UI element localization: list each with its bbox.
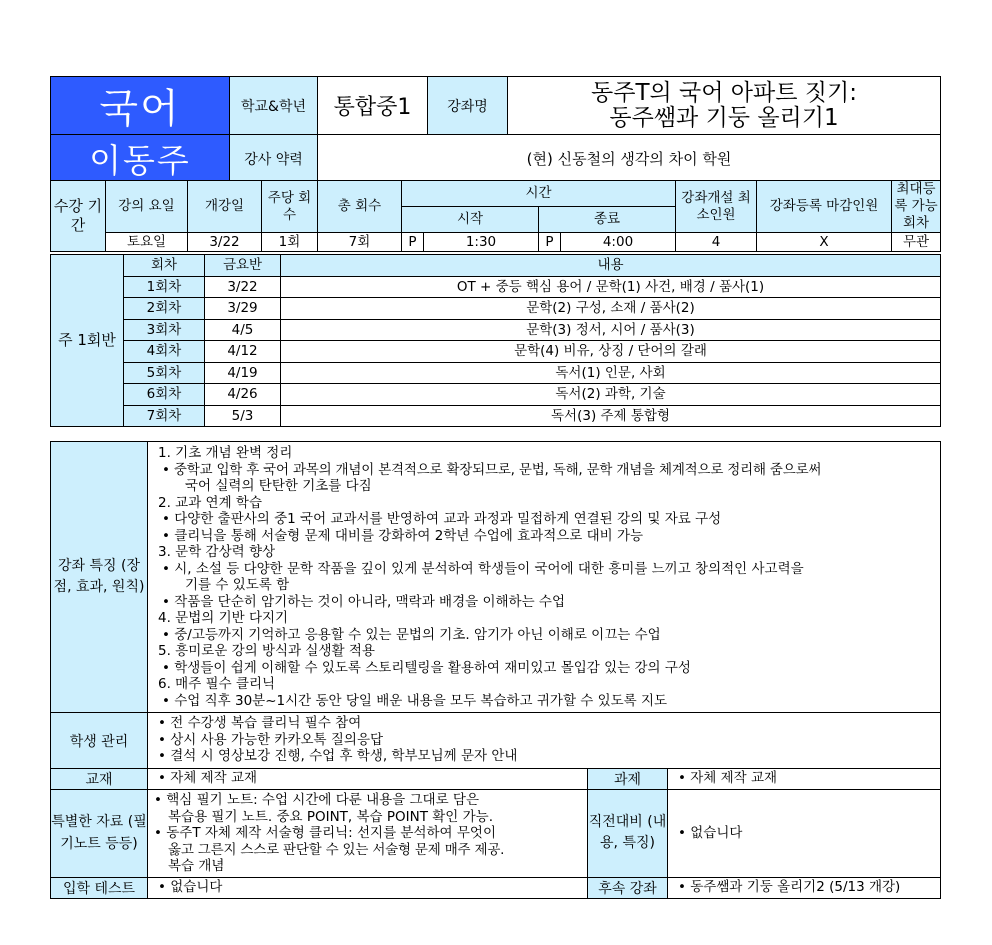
weekly-label: 주당 회수 xyxy=(262,181,318,233)
total-label: 총 회수 xyxy=(318,181,402,233)
features-label: 강좌 특징 (장점, 효과, 원칙) xyxy=(51,442,148,713)
day-label: 강의 요일 xyxy=(106,181,188,233)
feature-line: • 중학교 입학 후 국어 과목의 개념이 본격적으로 확장되므로, 문법, 독해, 문학 개념을 체계적으로 정리해 줌으로써 xyxy=(162,461,822,478)
end-time: 4:00 xyxy=(561,233,676,252)
min-value: 4 xyxy=(676,233,757,252)
homework-value: • 자체 제작 교재 xyxy=(668,769,941,790)
start-date-value: 3/22 xyxy=(188,233,262,252)
session-content: 독서(1) 인문, 사회 xyxy=(281,362,941,384)
session-side-label: 주 1회반 xyxy=(51,255,124,427)
table-row xyxy=(51,298,941,320)
end-ampm: P xyxy=(539,233,561,252)
feature-line: • 수업 직후 30분~1시간 동안 당일 배운 내용을 모두 복습하고 귀가할 수 있도록 지도 xyxy=(162,692,668,709)
session-content: 독서(3) 주제 통합형 xyxy=(281,405,941,427)
schedule-table xyxy=(50,180,941,252)
management-line: • 상시 사용 가능한 카카오톡 질의응답 xyxy=(158,731,384,748)
course-title xyxy=(508,77,941,135)
feature-line: • 중/고등까지 기억하고 응용할 수 있는 문법의 기초. 암기가 아닌 이해로 이끄는 수업 xyxy=(162,626,661,643)
time-label: 시간 xyxy=(402,181,676,207)
session-date: 4/19 xyxy=(205,362,281,384)
course-name-label: 강좌명 xyxy=(428,77,508,135)
session-content: 독서(2) 과학, 기술 xyxy=(281,384,941,406)
start-time: 1:30 xyxy=(424,233,539,252)
table-row xyxy=(51,319,941,341)
feature-line: • 작품을 단순히 암기하는 것이 아니라, 맥락과 배경을 이해하는 수업 xyxy=(162,593,565,610)
materials-line: • 핵심 필기 노트: 수업 시간에 다룬 내용을 그대로 담은 xyxy=(154,792,479,808)
col-date-header: 금요반 xyxy=(205,255,281,277)
time-start-label: 시작 xyxy=(402,207,539,233)
feature-line: 6. 매주 필수 클리닉 xyxy=(158,676,276,692)
materials-line: 복습 개념 xyxy=(168,858,225,874)
feature-line: • 학생들이 쉽게 이해할 수 있도록 스토리텔링을 활용하여 재미있고 몰입감 있는 강의 구성 xyxy=(162,659,691,676)
session-number: 2회차 xyxy=(124,298,205,320)
session-number: 4회차 xyxy=(124,341,205,363)
feature-line: • 시, 소설 등 다양한 문학 작품을 깊이 있게 분석하여 학생들이 국어에 대한 흥미를 느끼고 창의적인 사고력을 xyxy=(162,560,804,577)
school-grade-label: 학교&학년 xyxy=(230,77,318,135)
table-row xyxy=(51,341,941,363)
feature-line: • 다양한 출판사의 중1 국어 교과서를 반영하여 교과 과정과 밀접하게 연결된 강의 및 자료 구성 xyxy=(162,511,722,527)
session-number: 3회차 xyxy=(124,319,205,341)
prep-label: 직전대비 (내용, 특징) xyxy=(588,790,668,878)
feature-line: 2. 교과 연계 학습 xyxy=(158,494,262,511)
feature-line: 국어 실력의 탄탄한 기초를 다짐 xyxy=(185,478,372,494)
management-label: 학생 관리 xyxy=(51,713,148,769)
materials-content xyxy=(148,790,588,878)
session-date: 3/29 xyxy=(205,298,281,320)
table-row xyxy=(51,362,941,384)
entrance-test-label: 입학 테스트 xyxy=(51,877,148,898)
course-title-line2: 동주쌤과 기둥 올리기1 xyxy=(609,104,839,131)
session-content: 문학(2) 구성, 소재 / 품사(2) xyxy=(281,298,941,320)
col-session-header: 회차 xyxy=(124,255,205,277)
table-row xyxy=(51,384,941,406)
period-label: 수강 기간 xyxy=(51,181,106,252)
entrance-test-value: • 없습니다 xyxy=(148,877,588,898)
time-end-label: 종료 xyxy=(539,207,676,233)
deadline-value: X xyxy=(757,233,892,252)
instructor-name: 이동주 xyxy=(51,135,230,183)
feature-line: • 클리닉을 통해 서술형 문제 대비를 강화하여 2학년 수업에 효과적으로 대비 가능 xyxy=(162,527,644,544)
materials-line: 옳고 그른지 스스로 판단할 수 있는 서술형 문제 매주 제공. xyxy=(168,841,505,858)
course-details-table xyxy=(50,441,941,899)
session-date: 4/5 xyxy=(205,319,281,341)
feature-line: 기를 수 있도록 함 xyxy=(185,577,290,593)
management-line: • 결석 시 영상보강 진행, 수업 후 학생, 학부모님께 문자 안내 xyxy=(158,748,518,764)
feature-line: 3. 문학 감상력 향상 xyxy=(158,544,276,560)
session-date: 4/26 xyxy=(205,384,281,406)
course-header xyxy=(50,76,941,183)
course-title-line1: 동주T의 국어 아파트 짓기: xyxy=(591,79,857,106)
textbook-value: • 자체 제작 교재 xyxy=(148,769,588,790)
max-value: 무관 xyxy=(892,233,941,252)
management-line: • 전 수강생 복습 클리닉 필수 참여 xyxy=(158,715,362,731)
feature-line: 5. 흥미로운 강의 방식과 실생활 적용 xyxy=(158,643,375,659)
session-content: 문학(4) 비유, 상징 / 단어의 갈래 xyxy=(281,341,941,363)
profile-value: (현) 신동철의 생각의 차이 학원 xyxy=(318,135,941,183)
homework-label: 과제 xyxy=(588,769,668,790)
deadline-label: 강좌등록 마감인원 xyxy=(757,181,892,233)
table-row xyxy=(51,405,941,427)
materials-label: 특별한 자료 (필기노트 등등) xyxy=(51,790,148,878)
feature-line: 1. 기초 개념 완벽 정리 xyxy=(158,445,293,461)
start-date-label: 개강일 xyxy=(188,181,262,233)
feature-line: 4. 문법의 기반 다지기 xyxy=(158,610,289,626)
total-value: 7회 xyxy=(318,233,402,252)
features-content xyxy=(148,442,941,713)
table-row xyxy=(51,276,941,298)
col-content-header: 내용 xyxy=(281,255,941,277)
session-content: 문학(3) 정서, 시어 / 품사(3) xyxy=(281,319,941,341)
session-date: 4/12 xyxy=(205,341,281,363)
session-content: OT + 중등 핵심 용어 / 문학(1) 사건, 배경 / 품사(1) xyxy=(281,276,941,298)
management-content xyxy=(148,713,941,769)
min-label: 강좌개설 최소인원 xyxy=(676,181,757,233)
materials-line: • 동주T 자체 제작 서술형 클리닉: 선지를 분석하여 무엇이 xyxy=(154,825,496,841)
max-label: 최대등록 가능회차 xyxy=(892,181,941,233)
materials-line: 복습용 필기 노트. 중요 POINT, 복습 POINT 확인 가능. xyxy=(168,808,494,825)
session-number: 6회차 xyxy=(124,384,205,406)
session-date: 5/3 xyxy=(205,405,281,427)
textbook-label: 교재 xyxy=(51,769,148,790)
session-number: 7회차 xyxy=(124,405,205,427)
prep-value: • 없습니다 xyxy=(668,790,941,878)
session-number: 1회차 xyxy=(124,276,205,298)
subject-title: 국어 xyxy=(51,77,230,135)
session-date: 3/22 xyxy=(205,276,281,298)
start-ampm: P xyxy=(402,233,424,252)
next-course-label: 후속 강좌 xyxy=(588,877,668,898)
session-table xyxy=(50,254,941,427)
session-number: 5회차 xyxy=(124,362,205,384)
next-course-value: • 동주쌤과 기둥 올리기2 (5/13 개강) xyxy=(668,877,941,898)
weekly-value: 1회 xyxy=(262,233,318,252)
profile-label: 강사 약력 xyxy=(230,135,318,183)
day-value: 토요일 xyxy=(106,233,188,252)
school-grade-value: 통합중1 xyxy=(318,77,428,135)
